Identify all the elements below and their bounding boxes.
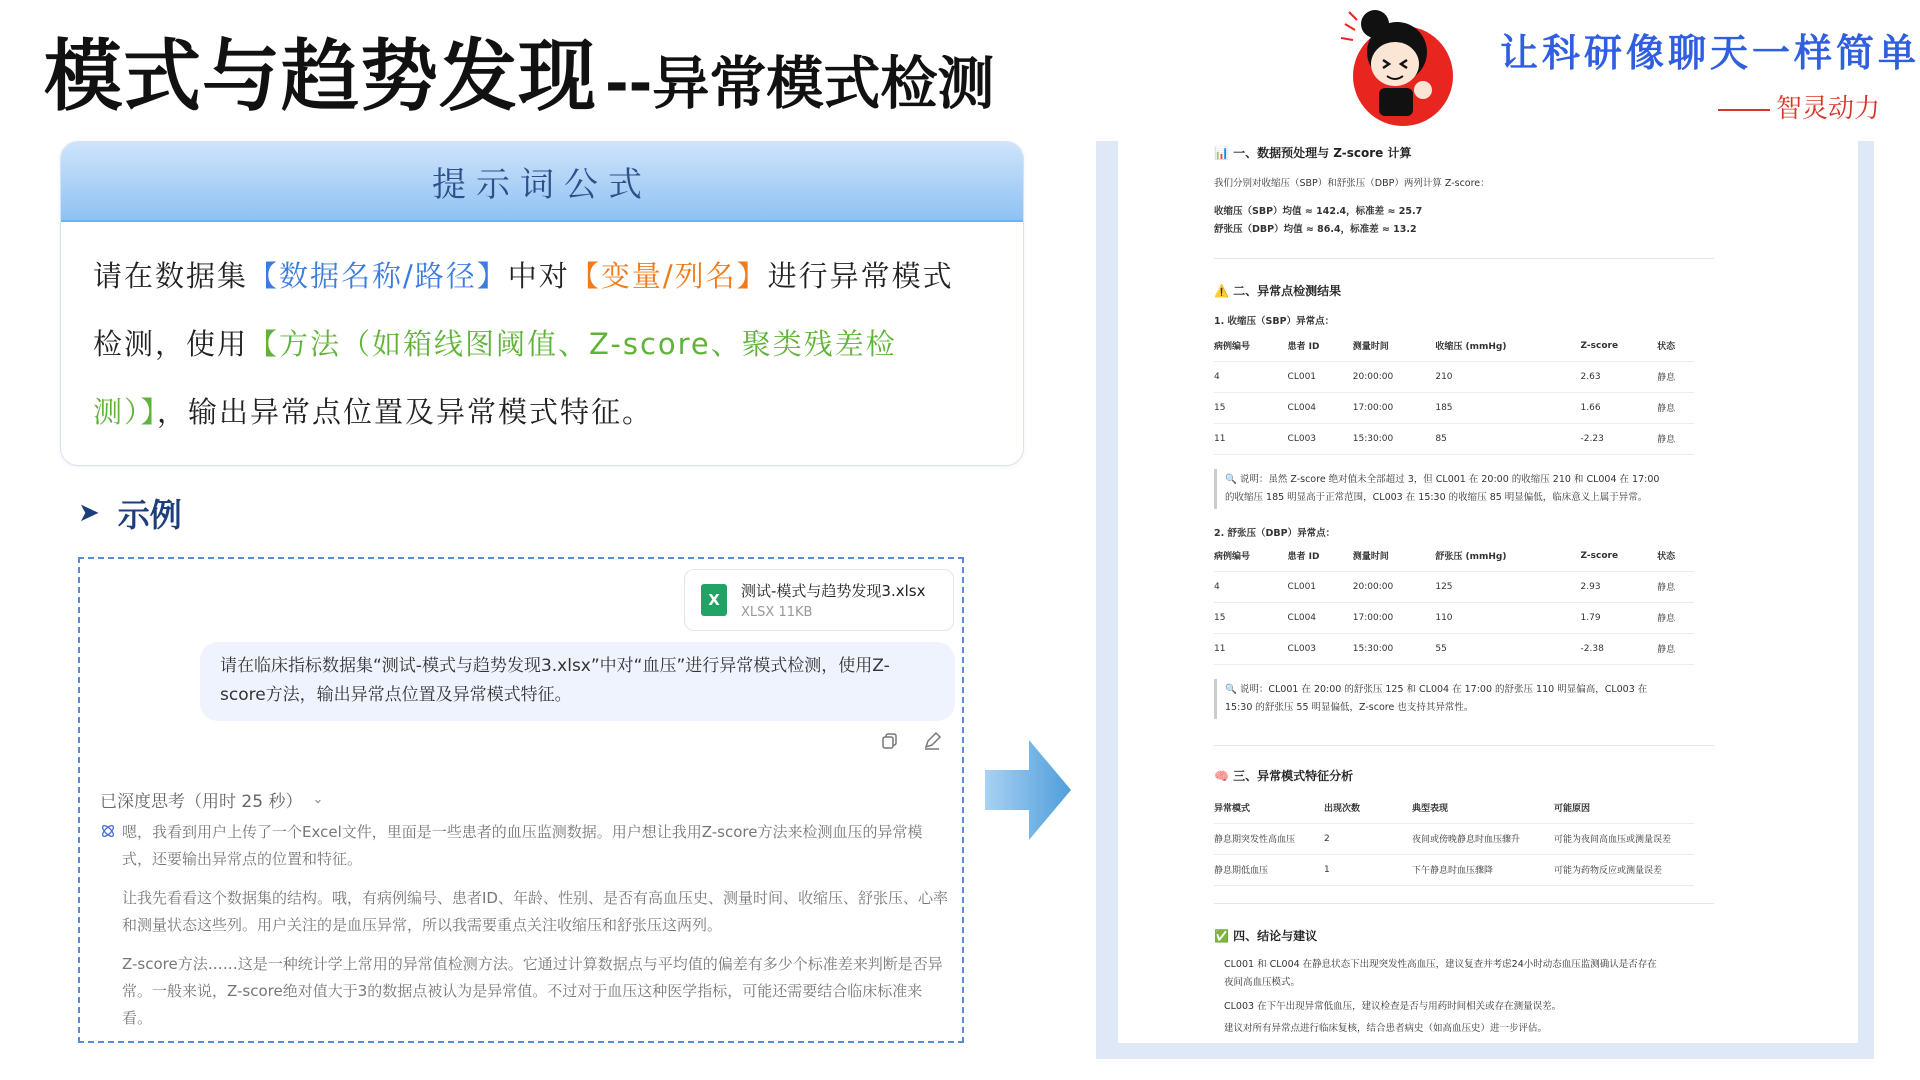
table-header: 患者 ID <box>1288 331 1353 361</box>
table-cell: 2 <box>1324 823 1412 854</box>
table-cell: 静息 <box>1657 423 1694 454</box>
note-line: 🔍 说明：虽然 Z-score 绝对值未全部超过 3，但 CL001 在 20:00 的收缩压 210 和 CL004 在 17:00 <box>1225 474 1660 485</box>
note-line: 的收缩压 185 明显高于正常范围，CL003 在 15:30 的收缩压 85 明显偏低，临床意义上属于异常。 <box>1225 492 1648 503</box>
page-title <box>44 14 995 122</box>
slogan: 让科研像聊天一样简单 <box>1500 30 1920 75</box>
dbp-anomaly-table <box>1214 541 1694 665</box>
table-header: 可能原因 <box>1554 793 1694 823</box>
report-conclusion-1b: 夜间高血压模式。 <box>1224 977 1301 988</box>
table-cell: 静息期突发性高血压 <box>1214 823 1324 854</box>
table-cell: 2.63 <box>1581 361 1658 392</box>
divider <box>1214 745 1714 746</box>
example-label: 示例 <box>117 496 182 534</box>
report-s1-intro: 我们分别对收缩压（SBP）和舒张压（DBP）两列计算 Z-score： <box>1214 178 1490 189</box>
report-section-4-title: ✅ 四、结论与建议 <box>1214 929 1318 943</box>
dbp-note <box>1214 679 1714 719</box>
thinking-paragraph: 嗯，我看到用户上传了一个Excel文件，里面是一些患者的血压监测数据。用户想让我用Z-score方法来检测血压的异常模式，还要输出异常点的位置和特征。 <box>122 823 923 868</box>
formula-placeholder-method-end: 测）】 <box>93 395 158 429</box>
table-cell: 11 <box>1214 633 1288 664</box>
table-header-row <box>1214 793 1694 823</box>
table-header: 病例编号 <box>1214 331 1288 361</box>
table-cell: 可能为药物反应或测量误差 <box>1554 854 1694 885</box>
table-header: 测量时间 <box>1353 331 1436 361</box>
table-cell: 静息 <box>1657 571 1694 602</box>
table-header: 出现次数 <box>1324 793 1412 823</box>
report-section-1-title: 📊 一、数据预处理与 Z-score 计算 <box>1214 146 1412 160</box>
table-cell: 15 <box>1214 602 1288 633</box>
mascot-illustration <box>1335 4 1455 130</box>
report-conclusion-1a: CL001 和 CL004 在静息状态下出现突发性高血压，建议复查并考虑24小时动态血压监测确认是否存在 <box>1224 959 1657 970</box>
signature-dash <box>1718 109 1770 111</box>
formula-text: ，输出异常点位置及异常模式特征。 <box>157 395 654 429</box>
formula-text: 中对 <box>507 259 570 293</box>
table-cell: 185 <box>1435 392 1580 423</box>
file-name: 测试-模式与趋势发现3.xlsx <box>741 582 926 600</box>
copy-icon[interactable] <box>880 731 900 751</box>
table-cell: CL003 <box>1288 633 1353 664</box>
table-cell: CL001 <box>1288 361 1353 392</box>
table-cell: 15:30:00 <box>1353 423 1436 454</box>
table-cell: 15:30:00 <box>1353 633 1436 664</box>
note-line: 🔍 说明：CL001 在 20:00 的舒张压 125 和 CL004 在 17:00 的舒张压 110 明显偏高，CL003 在 <box>1225 684 1648 695</box>
table-row <box>1214 823 1694 854</box>
formula-placeholder-variable: 【变量/列名】 <box>569 259 768 293</box>
user-message-bubble: 请在临床指标数据集“测试-模式与趋势发现3.xlsx”中对“血压”进行异常模式检测，使用Z-score方法，输出异常点位置及异常模式特征。 <box>200 642 955 721</box>
formula-text: 进行异常模式 <box>767 259 954 293</box>
table-row <box>1214 854 1694 885</box>
deep-think-status: 已深度思考（用时 25 秒） <box>100 792 303 812</box>
table-cell: 1.79 <box>1581 602 1658 633</box>
table-cell: 静息期低血压 <box>1214 854 1324 885</box>
formula-card-title: 提示词公式 <box>432 164 652 205</box>
example-heading <box>78 490 182 536</box>
table-row <box>1214 571 1694 602</box>
atom-icon <box>100 823 116 839</box>
table-cell: CL004 <box>1288 392 1353 423</box>
table-header: Z-score <box>1581 541 1658 571</box>
report-s1-sbp: 收缩压（SBP）均值 ≈ 142.4，标准差 ≈ 25.7 <box>1214 206 1423 217</box>
table-row <box>1214 423 1694 454</box>
table-cell: 210 <box>1435 361 1580 392</box>
table-cell: 夜间或傍晚静息时血压骤升 <box>1412 823 1554 854</box>
table-cell: CL004 <box>1288 602 1353 633</box>
table-header: 患者 ID <box>1288 541 1353 571</box>
prompt-formula-card <box>60 141 1024 466</box>
table-row <box>1214 392 1694 423</box>
table-header: 状态 <box>1657 331 1694 361</box>
table-cell: CL001 <box>1288 571 1353 602</box>
table-cell: CL003 <box>1288 423 1353 454</box>
formula-line-2 <box>93 310 993 378</box>
sbp-anomaly-table <box>1214 331 1694 455</box>
table-header: 典型表现 <box>1412 793 1554 823</box>
flow-arrow-icon <box>985 740 1071 840</box>
table-cell: 110 <box>1435 602 1580 633</box>
table-header: 异常模式 <box>1214 793 1324 823</box>
edit-icon[interactable] <box>922 731 942 751</box>
table-header: 收缩压 (mmHg) <box>1435 331 1580 361</box>
formula-text: 检测，使用 <box>93 327 249 361</box>
report-conclusion-3: 建议对所有异常点进行临床复核，结合患者病史（如高血压史）进一步评估。 <box>1224 1023 1548 1034</box>
report-section-3-title: 🧠 三、异常模式特征分析 <box>1214 769 1354 783</box>
slogan-signature <box>1718 88 1880 125</box>
table-cell: 静息 <box>1657 361 1694 392</box>
table-header: 病例编号 <box>1214 541 1288 571</box>
formula-line-3 <box>93 378 993 446</box>
divider <box>1214 903 1714 904</box>
table-cell: 17:00:00 <box>1353 602 1436 633</box>
table-cell: 静息 <box>1657 633 1694 664</box>
table-cell: 17:00:00 <box>1353 392 1436 423</box>
excel-file-icon: X <box>701 584 727 616</box>
table-cell: 静息 <box>1657 602 1694 633</box>
formula-card-header <box>61 142 1023 222</box>
table-header-row <box>1214 331 1694 361</box>
report-conclusion-2: CL003 在下午出现异常低血压，建议检查是否与用药时间相关或存在测量误差。 <box>1224 1001 1562 1012</box>
sbp-note <box>1214 469 1714 509</box>
table-cell: 85 <box>1435 423 1580 454</box>
formula-text: 请在数据集 <box>93 259 249 293</box>
table-cell: 4 <box>1214 571 1288 602</box>
pattern-table <box>1214 793 1694 886</box>
formula-card-body <box>61 222 1023 446</box>
report-section-2-title: ⚠️ 二、异常点检测结果 <box>1214 284 1342 298</box>
table-cell: 可能为夜间高血压或测量误差 <box>1554 823 1694 854</box>
thinking-text <box>122 819 950 1032</box>
table-cell: 11 <box>1214 423 1288 454</box>
thinking-content <box>100 819 950 1043</box>
file-meta: XLSX 11KB <box>741 605 813 620</box>
file-attachment[interactable] <box>684 569 954 631</box>
table-cell: 静息 <box>1657 392 1694 423</box>
analysis-report <box>1118 141 1858 1043</box>
page-title-main: 模式与趋势发现 <box>44 32 598 122</box>
table-row <box>1214 602 1694 633</box>
table-header-row <box>1214 541 1694 571</box>
table-row <box>1214 633 1694 664</box>
thinking-paragraph: 让我先看看这个数据集的结构。哦，有病例编号、患者ID、年龄、性别、是否有高血压史、测量时间、收缩压、舒张压、心率和测量状态这些列。用户关注的是血压异常，所以我需要重点关注收缩压和舒张压这两列。 <box>122 889 948 934</box>
formula-placeholder-dataset: 【数据名称/路径】 <box>248 259 508 293</box>
table-header: 状态 <box>1657 541 1694 571</box>
table-header: Z-score <box>1581 331 1658 361</box>
table-row <box>1214 361 1694 392</box>
report-s2-sub2: 2. 舒张压（DBP）异常点： <box>1214 528 1336 539</box>
table-cell: -2.23 <box>1581 423 1658 454</box>
table-cell: -2.38 <box>1581 633 1658 664</box>
table-cell: 4 <box>1214 361 1288 392</box>
note-line: 15:30 的舒张压 55 明显偏低，Z-score 也支持其异常性。 <box>1225 702 1474 713</box>
table-cell: 125 <box>1435 571 1580 602</box>
chevron-down-icon: ⌄ <box>312 792 324 807</box>
table-cell: 1 <box>1324 854 1412 885</box>
table-header: 测量时间 <box>1353 541 1436 571</box>
table-cell: 55 <box>1435 633 1580 664</box>
thinking-paragraph: Z-score方法……这是一种统计学上常用的异常值检测方法。它通过计算数据点与平均值的偏差有多少个标准差来判断是否异常。一般来说，Z-score绝对值大于3的数据点被认为是异常值。不过对于血压这种医学指标，可能还需要结合临床标准来看。 <box>122 955 943 1027</box>
report-s1-dbp: 舒张压（DBP）均值 ≈ 86.4，标准差 ≈ 13.2 <box>1214 224 1417 235</box>
deep-think-toggle[interactable] <box>100 787 323 812</box>
page-title-sub: --异常模式检测 <box>605 51 995 117</box>
chat-screenshot-panel <box>78 557 964 1043</box>
formula-placeholder-method: 【方法（如箱线图阈值、Z-score、聚类残差检 <box>248 327 897 361</box>
table-cell: 20:00:00 <box>1353 571 1436 602</box>
divider <box>1214 258 1714 259</box>
table-cell: 15 <box>1214 392 1288 423</box>
table-cell: 20:00:00 <box>1353 361 1436 392</box>
table-cell: 1.66 <box>1581 392 1658 423</box>
report-s2-sub1: 1. 收缩压（SBP）异常点： <box>1214 316 1335 327</box>
table-cell: 2.93 <box>1581 571 1658 602</box>
table-header: 舒张压 (mmHg) <box>1435 541 1580 571</box>
table-cell: 下午静息时血压骤降 <box>1412 854 1554 885</box>
arrow-right-icon: ➤ <box>78 498 100 528</box>
formula-line-1 <box>93 242 993 310</box>
file-info <box>741 580 925 620</box>
slogan-signature-text: 智灵动力 <box>1776 94 1881 124</box>
